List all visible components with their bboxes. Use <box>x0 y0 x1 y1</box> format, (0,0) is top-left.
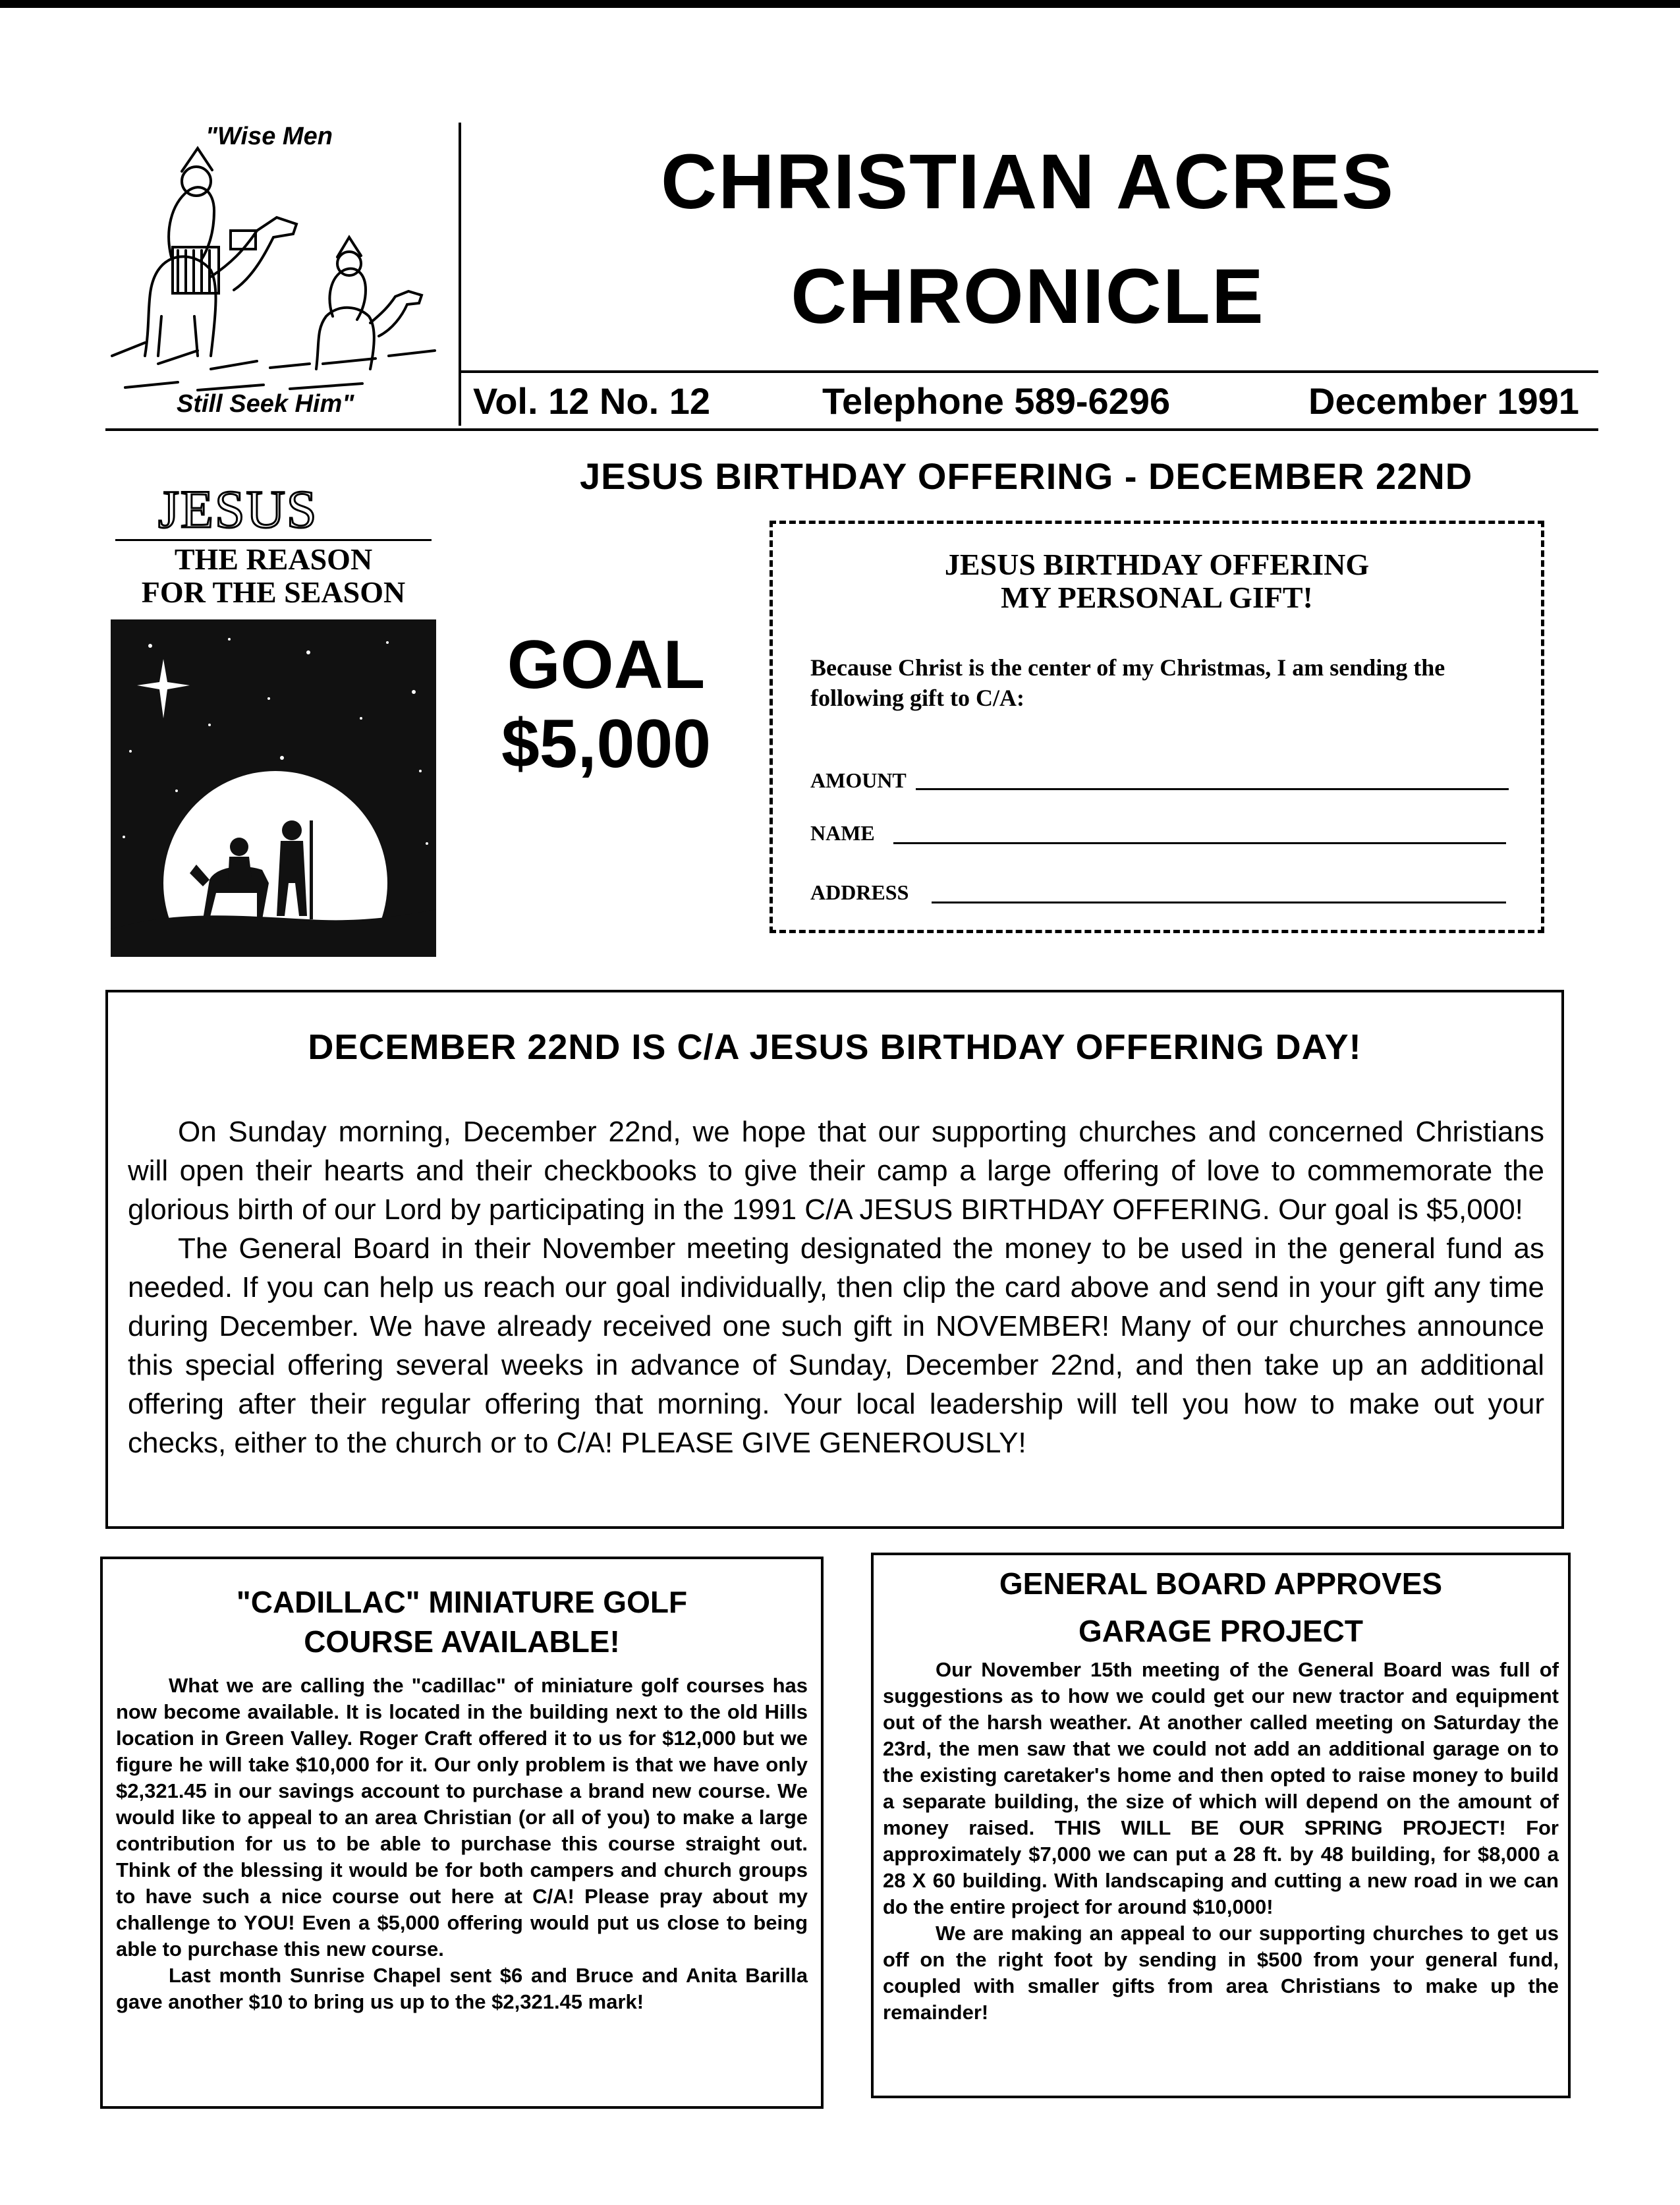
garage-article-paragraph: Our November 15th meeting of the General Board was full of suggestions as to how we could get our new tractor and equipment out of the harsh weather. At another called meeting on Saturday the 23rd, the men saw that we could not add an additional garage on to the existing caretaker's home and then opted to raise money to build a separate building, the size of which will depend on the amount of money raised. THIS WILL BE OUR SPRING PROJECT! For approximately $7,000 we can put a 28 ft. by 48 building, for $8,000 a 28 X 60 building. With landscaping and cutting a new road in we can do the entire project for around $10,000! <box>883 1658 1559 1918</box>
jesus-art-caption-line1: THE REASON <box>174 542 373 576</box>
garage-article-body <box>883 1657 1559 2026</box>
masthead-rule <box>459 370 1598 373</box>
garage-article-title-line2: GARAGE PROJECT <box>1078 1614 1363 1648</box>
wise-men-camels-illustration <box>99 119 455 422</box>
offering-heading: JESUS BIRTHDAY OFFERING - DECEMBER 22ND <box>580 455 1473 497</box>
jesus-art-rule <box>115 539 432 541</box>
header-bottom-rule <box>105 428 1598 431</box>
golf-article-body <box>116 1673 808 2015</box>
coupon-title-line1: JESUS BIRTHDAY OFFERING <box>944 548 1370 581</box>
issue-date: December 1991 <box>1308 380 1579 422</box>
main-article-paragraph: On Sunday morning, December 22nd, we hope that our supporting churches and concerned Christians will open their hearts and their checkbooks to give their camp a large offering of love to commemorate the glorious birth of our Lord by participating in the 1991 C/A JESUS BIRTHDAY OFFERING. Our goal is $5,000! <box>128 1116 1544 1226</box>
issue-volume: Vol. 12 No. 12 <box>473 380 710 422</box>
coupon-title-line2: MY PERSONAL GIFT! <box>1001 581 1313 614</box>
name-field[interactable] <box>893 842 1506 844</box>
telephone-number: Telephone 589-6296 <box>822 380 1171 422</box>
masthead-quote-top: "Wise Men <box>206 123 333 150</box>
golf-article-paragraph: What we are calling the "cadillac" of miniature golf courses has now become available. It is located in the building next to the old Hills location in Green Valley. Roger Craft offered it to us for $12,000 but we figure he will take $10,000 for it. Our only problem is that we have only $2,321.45 in our savings account to purchase a brand new course. We would like to appeal to an area Christian (or all of you) to make a large contribution for us to be able to purchase this course straight out. Think of the blessing it would be for both campers and church groups to have such a nice course out here at C/A! Please pray about my challenge to YOU! Even a $5,000 offering would put us close to being able to purchase this new course. <box>116 1674 808 1961</box>
page-top-border <box>0 0 1680 8</box>
address-field[interactable] <box>932 902 1506 903</box>
golf-article-title-line2: COURSE AVAILABLE! <box>304 1624 620 1659</box>
golf-article-title-line1: "CADILLAC" MINIATURE GOLF <box>236 1585 688 1619</box>
goal-amount: $5,000 <box>501 706 712 782</box>
golf-article-paragraph: Last month Sunrise Chapel sent $6 and Bruce and Anita Barilla gave another $10 to bring us up to the $2,321.45 mark! <box>116 1964 808 2013</box>
newsletter-title-line1: CHRISTIAN ACRES <box>661 138 1395 225</box>
address-label: ADDRESS <box>810 880 909 904</box>
amount-label: AMOUNT <box>810 768 907 792</box>
newsletter-title-line2: CHRONICLE <box>791 253 1265 340</box>
coupon-text: Because Christ is the center of my Christmas, I am sending the following gift to C/A: <box>810 654 1445 711</box>
garage-article-paragraph: We are making an appeal to our supporting churches to get us off on the right foot by sending in $500 from your general fund, coupled with smaller gifts from area Christians to make up the remainder! <box>883 1922 1559 2024</box>
name-label: NAME <box>810 821 875 845</box>
main-article-title: DECEMBER 22ND IS C/A JESUS BIRTHDAY OFFERING DAY! <box>308 1027 1362 1067</box>
masthead-quote-bottom: Still Seek Him" <box>177 390 354 418</box>
goal-label: GOAL <box>507 627 706 703</box>
garage-article-title-line1: GENERAL BOARD APPROVES <box>999 1566 1443 1601</box>
main-article-paragraph: The General Board in their November meeting designated the money to be used in the general fund as needed. If you can help us reach our goal individually, then clip the card above and send in your gift any time during December. We have already received one such gift in NOVEMBER! Many of our churches announce this special offering several weeks in advance of Sunday, December 22nd, and then take up an additional offering after their regular offering that morning. Your local leadership will tell you how to make out your checks, either to the church or to C/A! PLEASE GIVE GENEROUSLY! <box>128 1232 1544 1459</box>
jesus-art-caption-line2: FOR THE SEASON <box>141 575 406 609</box>
jesus-art-word: JESUS <box>158 479 318 539</box>
amount-field[interactable] <box>916 788 1509 790</box>
nativity-journey-illustration <box>111 619 436 957</box>
main-article-body <box>128 1112 1544 1462</box>
